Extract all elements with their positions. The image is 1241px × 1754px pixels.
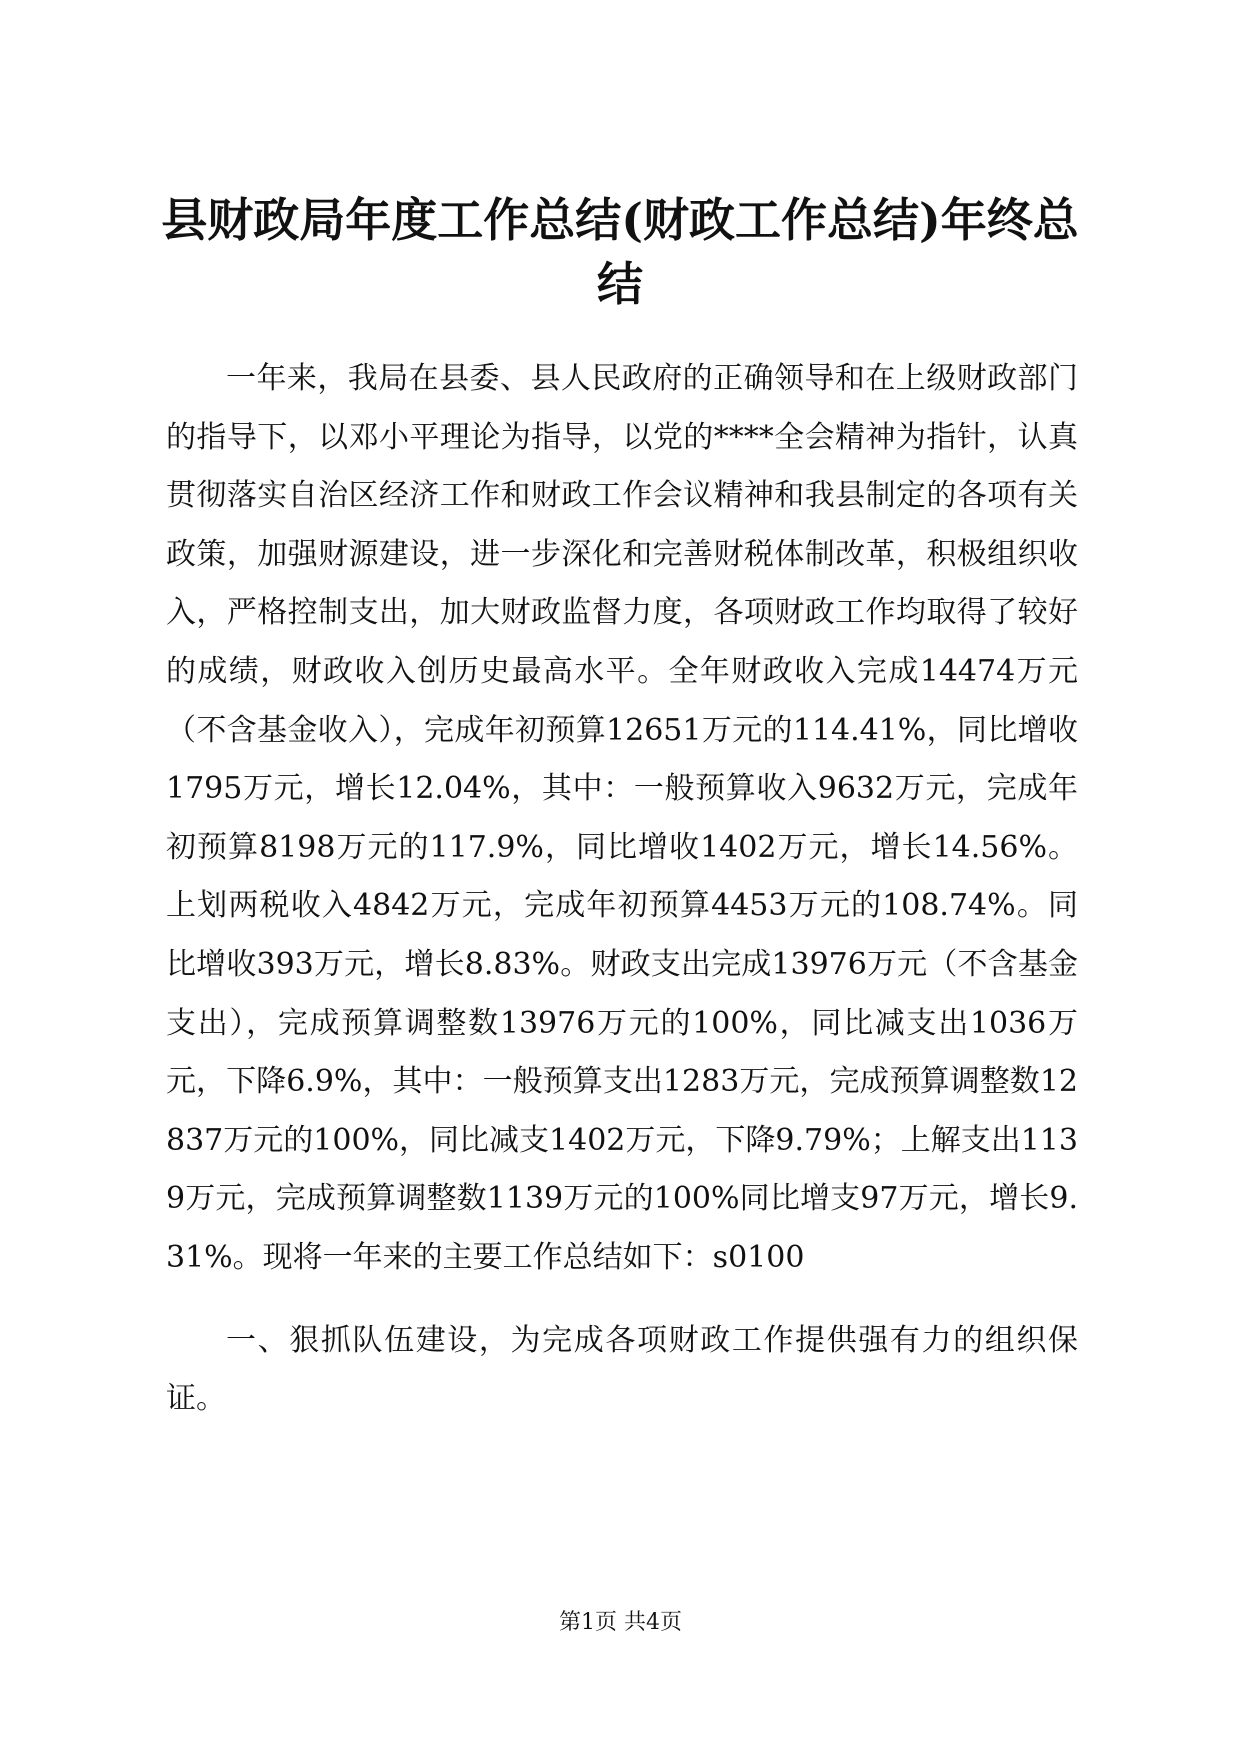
page-footer: 第1页 共4页 xyxy=(559,1610,682,1635)
document-body xyxy=(166,350,1078,1429)
intro-paragraph: 一年来，我局在县委、县人民政府的正确领导和在上级财政部门的指导下，以邓小平理论为指导，以党的****全会精神为指针，认真贯彻落实自治区经济工作和财政工作会议精神和我县制定的各项有关政策，加强财源建设，进一步深化和完善财税体制改革，积极组织收入，严格控制支出，加大财政监督力度，各项财政工作均取得了较好的成绩，财政收入创历史最高水平。全年财政收入完成14474万元（不含基金收入），完成年初预算12651万元的114.41%，同比增收1795万元，增长12.04%，其中：一般预算收入9632万元，完成年初预算8198万元的117.9%，同比增收1402万元，增长14.56%。上划两税收入4842万元，完成年初预算4453万元的108.74%。同比增收393万元，增长8.83%。财政支出完成13976万元（不含基金支出），完成预算调整数13976万元的100%，同比减支出1036万元，下降6.9%，其中：一般预算支出1283万元，完成预算调整数12837万元的100%，同比减支1402万元，下降9.79%；上解支出1139万元，完成预算调整数1139万元的100%同比增支97万元，增长9.31%。现将一年来的主要工作总结如下：s0100 xyxy=(166,361,1078,1275)
document-title: 县财政局年度工作总结(财政工作总结)年终总结 xyxy=(161,193,1079,311)
section-heading-paragraph: 一、狠抓队伍建设，为完成各项财政工作提供强有力的组织保证。 xyxy=(166,1322,1078,1417)
